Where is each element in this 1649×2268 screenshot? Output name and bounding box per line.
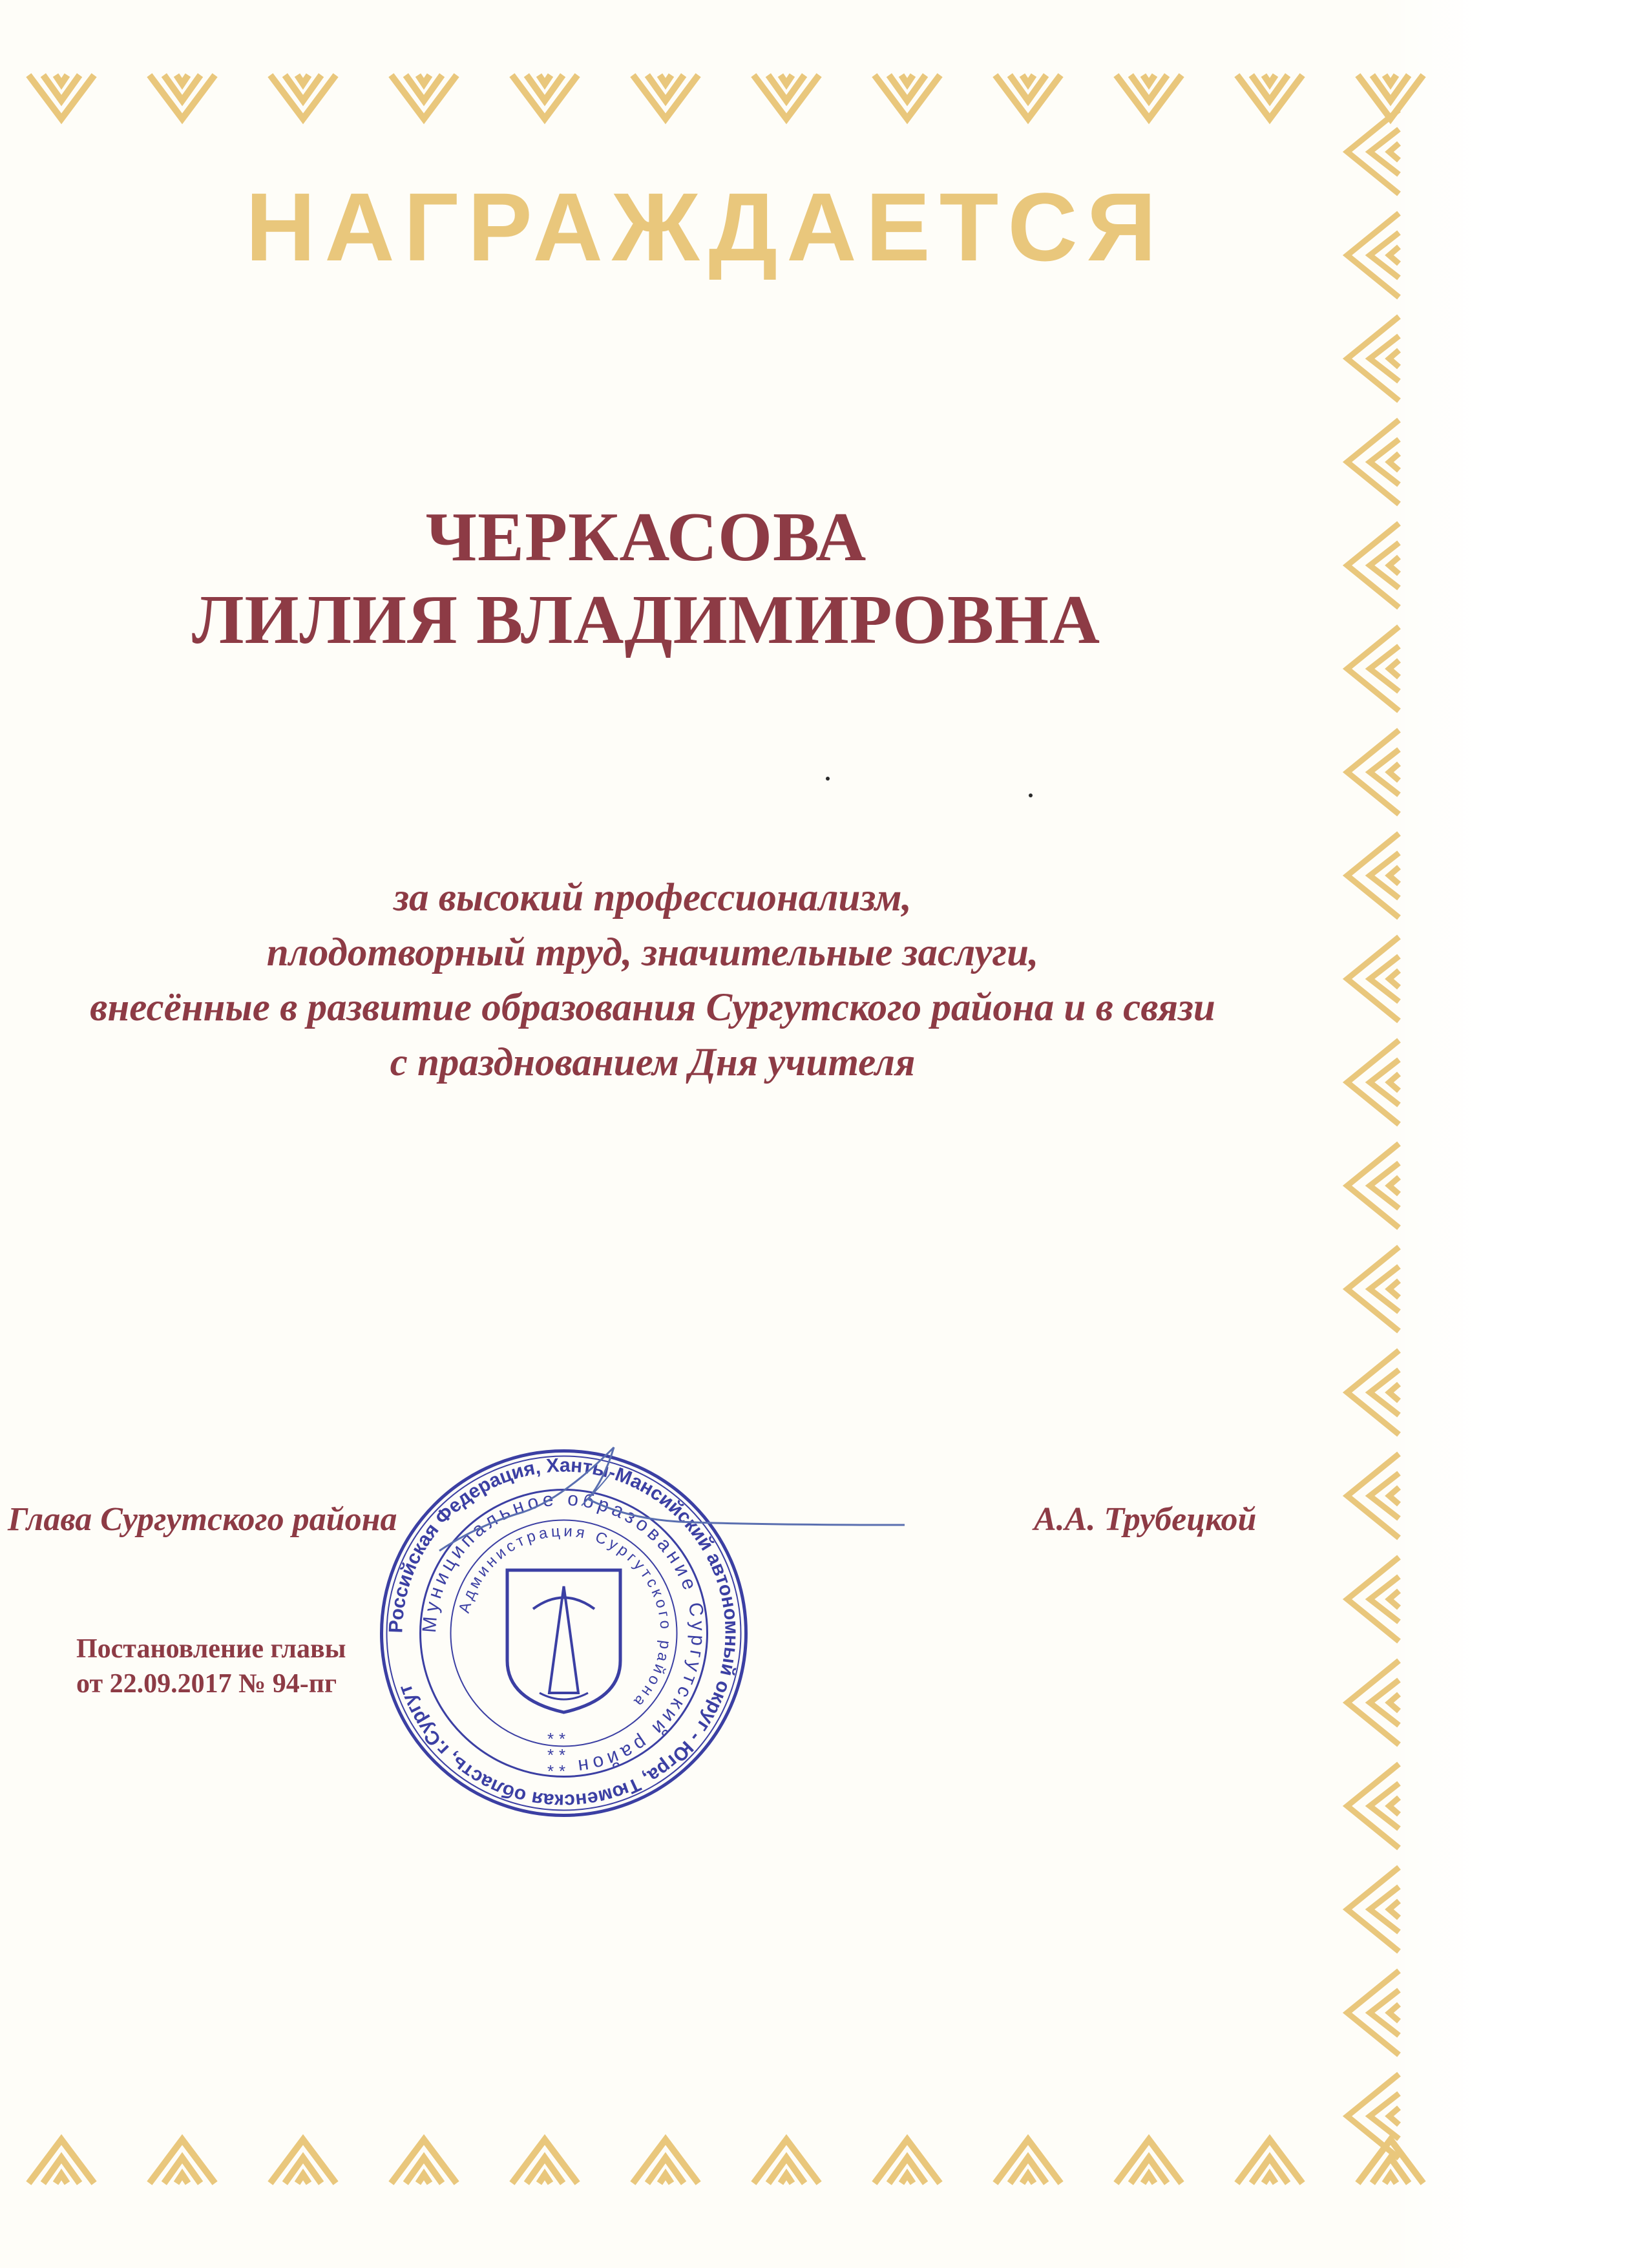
ornament-motif [617, 2132, 714, 2190]
coat-of-arms-icon [507, 1570, 620, 1712]
ornament-motif [1347, 1454, 1399, 1538]
ornament-motif [134, 2132, 231, 2190]
ornament-motif [1347, 627, 1399, 711]
stamp-inner-text: Муниципальное образование Сургутский район [418, 1488, 709, 1778]
ornament-motif [738, 2132, 835, 2190]
ornament-motif [1347, 213, 1399, 297]
svg-text:*: * [559, 1761, 566, 1781]
reason-line-3: внесённые в развитие образования Сургутского района и в связи [90, 986, 1215, 1029]
handwritten-signature [388, 1428, 905, 1557]
ornament-motif [1221, 68, 1318, 126]
ornament-motif [134, 68, 231, 126]
ornament-motif [1347, 1040, 1399, 1124]
ornament-motif [1347, 1350, 1399, 1434]
ornament-motif [617, 68, 714, 126]
svg-text:*: * [547, 1761, 554, 1781]
ornament-motif [738, 68, 835, 126]
ornament-motif [1347, 834, 1399, 918]
signatory-name: А.А. Трубецкой [1034, 1501, 1257, 1538]
page-margin [1378, 0, 1649, 2268]
ornament-motif [859, 68, 956, 126]
recipient-given-names: ЛИЛИЯ ВЛАДИМИРОВНА [192, 582, 1100, 658]
ornament-motif [255, 2132, 352, 2190]
ornament-motif [1221, 2132, 1318, 2190]
ornament-motif [375, 2132, 472, 2190]
svg-text:*: * [559, 1729, 566, 1748]
ornament-motif [859, 2132, 956, 2190]
reason-line-1: за высокий профессионализм, [394, 876, 912, 919]
ornament-motif [1347, 1867, 1399, 1951]
ornament-motif [1347, 1144, 1399, 1228]
ornament-motif [980, 2132, 1077, 2190]
reason-line-4: с празднованием Дня учителя [390, 1041, 916, 1084]
ornament-motif [1347, 1557, 1399, 1641]
ornament-motif [13, 2132, 110, 2190]
ornament-motif [1100, 2132, 1197, 2190]
ornament-motif [13, 68, 110, 126]
right-ornament-border [1334, 103, 1405, 2165]
signatory-title: Глава Сургутского района [8, 1501, 397, 1538]
ornament-motif [1347, 110, 1399, 194]
scan-speck [1029, 793, 1033, 797]
ornament-motif [255, 68, 352, 126]
ornament-motif [980, 68, 1077, 126]
ornament-motif [1347, 523, 1399, 607]
decree-date-number: от 22.09.2017 № 94-пг [76, 1669, 337, 1699]
ornament-motif [375, 68, 472, 126]
ornament-motif [1347, 730, 1399, 814]
ornament-motif [1347, 1661, 1399, 1745]
recipient-surname: ЧЕРКАСОВА [425, 499, 867, 576]
ornament-motif [1347, 1247, 1399, 1331]
top-ornament-border [13, 68, 1376, 126]
ornament-motif [496, 68, 593, 126]
reason-line-2: плодотворный труд, значительные заслуги, [266, 931, 1039, 974]
ornament-motif [1347, 937, 1399, 1021]
bottom-ornament-border [13, 2132, 1376, 2194]
scan-speck [826, 777, 830, 781]
ornament-motif [1347, 1764, 1399, 1848]
svg-text:*: * [547, 1745, 554, 1765]
decree-title: Постановление главы [76, 1634, 346, 1664]
svg-text:*: * [559, 1745, 566, 1765]
ornament-motif [1100, 68, 1197, 126]
ornament-motif [1347, 1971, 1399, 2055]
stamp-outer-text: Российская Федерация, Ханты-Мансийский автономный округ - Югра, Тюменская область, г.Сургут [385, 1454, 742, 1812]
ornament-motif [496, 2132, 593, 2190]
ornament-motif [1347, 317, 1399, 401]
award-heading: НАГРАЖДАЕТСЯ [246, 173, 1166, 281]
stamp-center-text: Администрация Сургутского района [455, 1522, 675, 1712]
ornament-motif [1347, 2074, 1399, 2158]
svg-text:*: * [547, 1729, 554, 1748]
ornament-motif [1347, 420, 1399, 504]
